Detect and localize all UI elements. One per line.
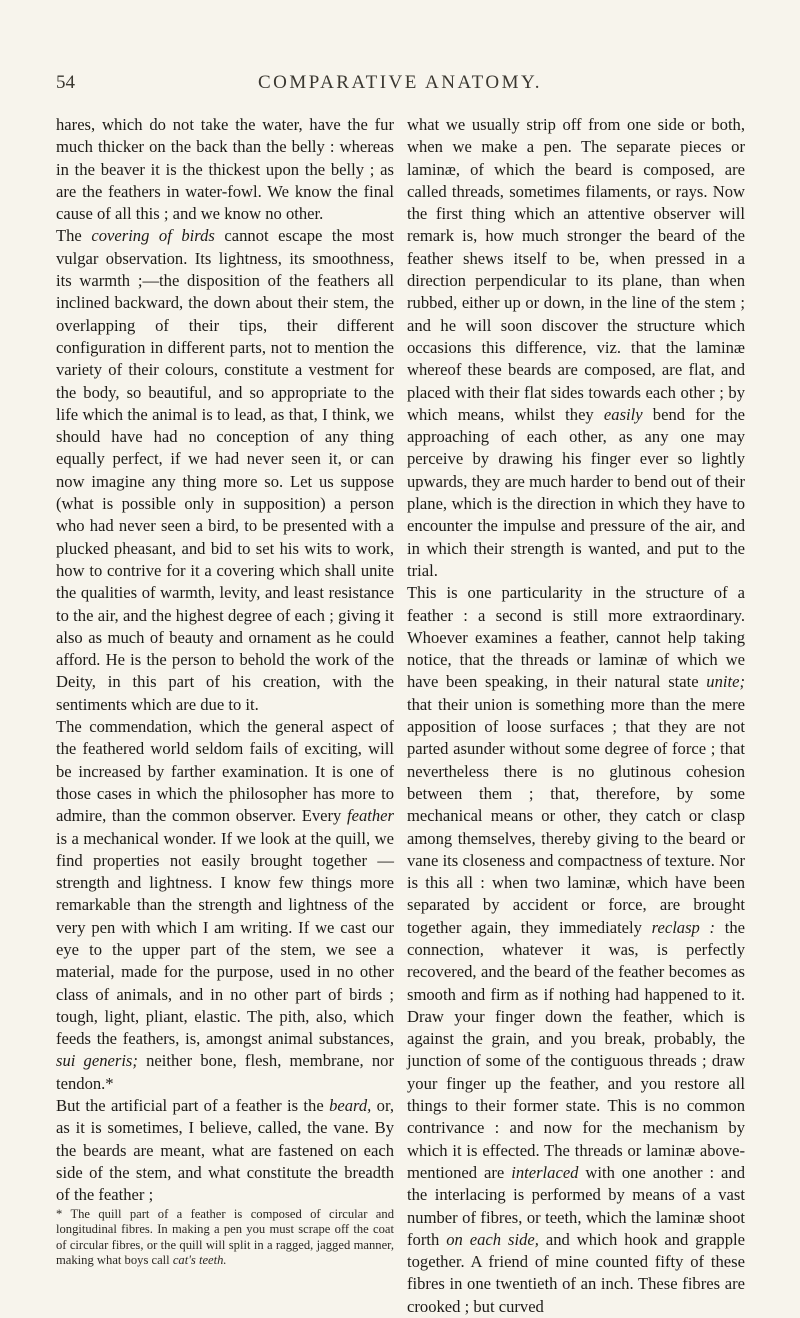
paragraph-text: neither bone, flesh, membrane, nor tendon.* xyxy=(56,1051,394,1093)
left-column xyxy=(56,114,394,1269)
paragraph-text: and which hook and grapple together. A friend of mine counted fifty of these fibres in one twentieth of an inch. These fibres are crooked ; but curved xyxy=(407,1229,746,1316)
paragraph xyxy=(56,114,394,225)
footnote-text: * The quill part of a feather is composed of circular and longitudinal fibres. In making a pen you must scrape off the coat of circular fibres, or the quill will split in a ragged, jagged manner, making what boys call xyxy=(56,1206,394,1268)
paragraph-text: The xyxy=(56,226,92,246)
italic-text: cat's teeth. xyxy=(172,1253,227,1268)
italic-text: on each side, xyxy=(446,1229,539,1249)
paragraph xyxy=(407,582,745,1318)
right-column xyxy=(407,114,745,1318)
paragraph-text: that their union is something more than the mere apposition of loose surfaces ; that they are not parted asunder without some degree of force ; that nevertheless there is no glutinous cohesion between them ; that, therefore, by some mechanical means or other, they catch or clasp among themselves, thereby giving to the beard or vane its closeness and compactness of texture. Nor is this all : when two laminæ, which have been separated by accident or force, are brought together again, they immediately xyxy=(407,694,745,937)
italic-text: unite; xyxy=(706,672,745,692)
page-number: 54 xyxy=(56,72,75,93)
italic-text: beard, xyxy=(329,1096,372,1116)
paragraph-text: hares, which do not take the water, have the fur much thicker on the back than the belly : whereas in the beaver it is the thickest upon the belly ; as are the feathers in water-fowl. We know the final cause of all this ; and we know no other. xyxy=(56,115,394,224)
italic-text: feather xyxy=(346,806,394,826)
paragraph-text: bend for the approaching of each other, as any one may perceive by drawing his finger ever so lightly upwards, they are much harder to bend out of their plane, which is the direction in which they have to encounter the impulse and pressure of the air, and in which their strength is wanted, and put to the trial. xyxy=(407,404,746,580)
paragraph xyxy=(407,114,745,582)
paragraph xyxy=(56,716,394,1095)
paragraph-text: what we usually strip off from one side or both, when we make a pen. The separate pieces or laminæ, of which the beard is composed, are called threads, sometimes filaments, or rays. Now the first thing which an attentive observer will remark is, how much stronger the beard of the feather shews itself to be, when pressed in a direction perpendicular to its plane, than when rubbed, either up or down, in the line of the stem ; and he will soon discover the structure which occasions this difference, viz. that the laminæ whereof these beards are composed, are flat, and placed with their flat sides towards each other ; by which means, whilst they xyxy=(407,115,745,424)
italic-text: sui generis; xyxy=(56,1051,138,1071)
running-head xyxy=(0,72,800,98)
italic-text: interlaced xyxy=(511,1162,579,1182)
page-header-title: COMPARATIVE ANATOMY. xyxy=(257,72,543,93)
paragraph-text: with one another : and the interlacing is performed by means of a vast number of fibres, or teeth, which the laminæ shoot forth xyxy=(407,1162,745,1249)
paragraph-text: the connection, whatever it was, is perfectly recovered, and the beard of the feather becomes as smooth and firm as if nothing had happened to it. Draw your finger down the feather, which is against the grain, and you break, probably, the junction of some of the contiguous threads ; draw your finger up the feather, and you restore all things to their former state. This is no common contrivance : and now for the mechanism by which it is effected. The threads or laminæ above-mentioned are xyxy=(407,917,745,1182)
paragraph-text: or, as it is sometimes, I believe, called, the vane. By the beards are meant, what are fastened on each side of the stem, and what constitute the breadth of the feather ; xyxy=(56,1096,394,1205)
italic-text: covering of birds xyxy=(91,226,215,246)
footnote xyxy=(56,1207,394,1269)
paragraph-text: This is one particularity in the structure of a feather : a second is still more extraordinary. Whoever examines a feather, cannot help taking notice, that the threads or laminæ of which we have been speaking, in their natural state xyxy=(407,583,745,692)
italic-text: easily xyxy=(603,404,643,424)
paragraph-text: cannot escape the most vulgar observation. Its lightness, its smoothness, its warmth ;—the disposition of the feathers all inclined backward, the down about their stem, the overlapping of their tips, their different configuration in different parts, not to mention the variety of their colours, constitute a vestment for the body, so beautiful, and so appropriate to the life which the animal is to lead, as that, I think, we should have had no conception of any thing equally perfect, if we had never seen it, or can now imagine any thing more so. Let us suppose (what is possible only in supposition) a person who had never seen a bird, to be presented with a plucked pheasant, and bid to set his wits to work, how to contrive for it a covering which shall unite the qualities of warmth, levity, and least resistance to the air, and the highest degree of each ; giving it also as much of beauty and ornament as he could afford. He is the person to behold the work of the Deity, in this part of his creation, with the sentiments which are due to it. xyxy=(56,226,394,714)
paragraph-text: But the artificial part of a feather is the xyxy=(56,1096,330,1116)
paragraph xyxy=(56,225,394,716)
paragraph-text: is a mechanical wonder. If we look at the quill, we find properties not easily brought together —strength and lightness. I know few things more remarkable than the strength and lightness of the very pen with which I am writing. If we cast our eye to the upper part of the stem, we see a material, made for the purpose, used in no other class of animals, and in no other part of birds ; tough, light, pliant, elastic. The pith, also, which feeds the feathers, is, amongst animal substances, xyxy=(56,828,394,1049)
paragraph xyxy=(56,1095,394,1206)
paragraph-text: The commendation, which the general aspect of the feathered world seldom fails of exciting, will be increased by farther examination. It is one of those cases in which the philosopher has more to admire, than the common observer. Every xyxy=(56,717,394,826)
italic-text: reclasp : xyxy=(651,917,716,937)
